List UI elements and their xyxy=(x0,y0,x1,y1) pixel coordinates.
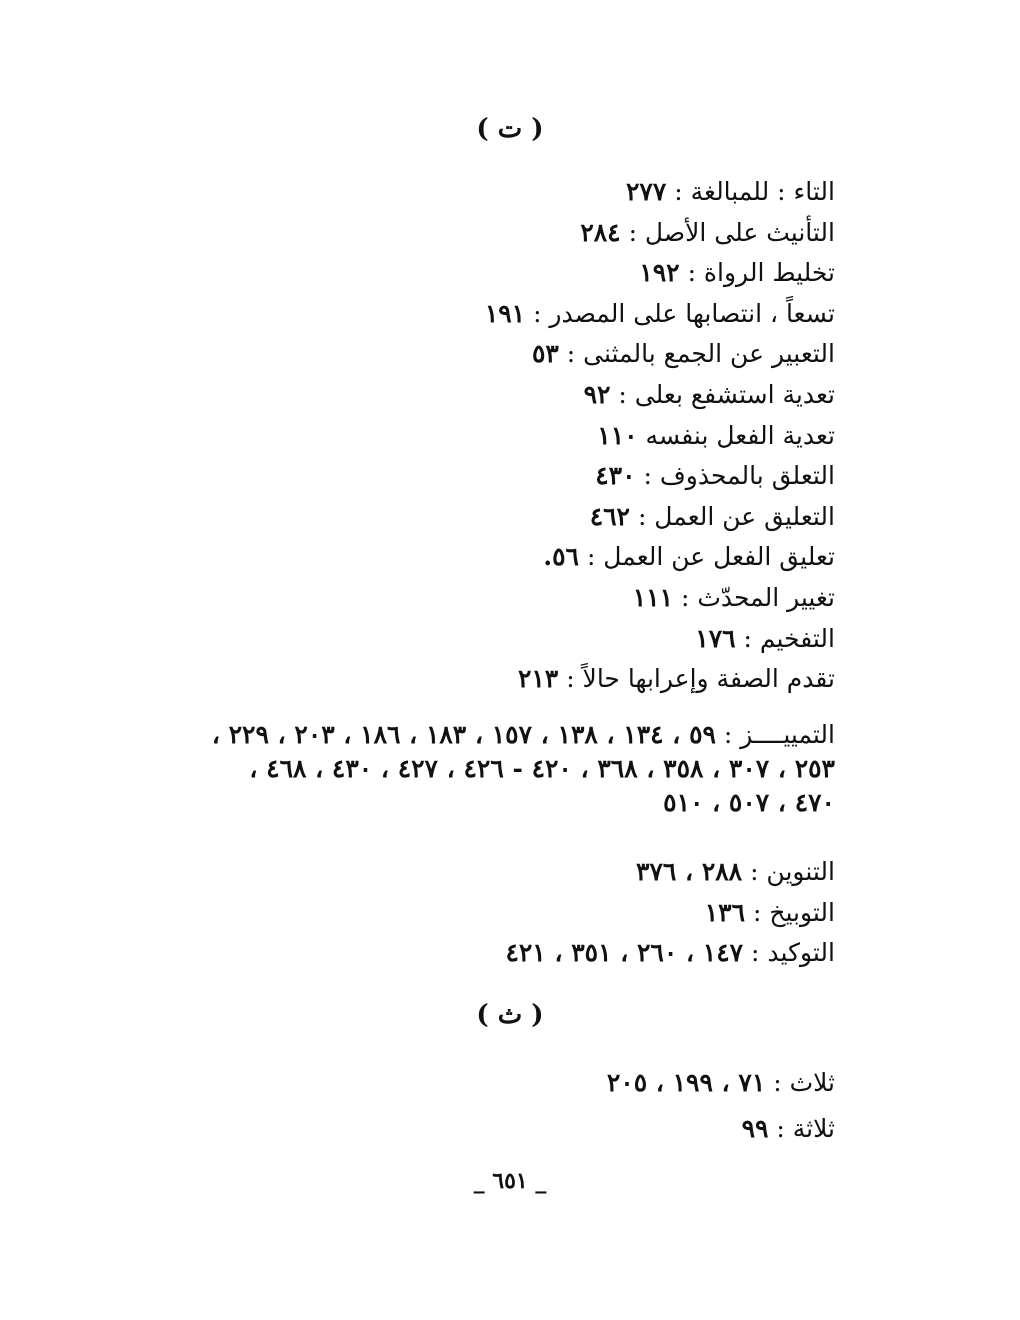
entry-term: تخليط الرواة : xyxy=(687,258,835,288)
index-entries-tha xyxy=(175,1060,835,1152)
entry-pages: ٩٢ xyxy=(583,379,611,409)
entry-pages: ١٩١ xyxy=(484,298,526,328)
entry-pages: ٤٦٢ xyxy=(589,501,630,531)
entry-pages: ١١٠ xyxy=(597,420,638,450)
entry-pages: ٤٣٠ xyxy=(595,461,636,491)
entry-pages: ٥٦. xyxy=(543,542,579,572)
index-entry xyxy=(175,659,835,700)
entry-term: تسعاً ، انتصابها على المصدر : xyxy=(533,298,835,328)
page-number: _ ٦٥١ _ xyxy=(473,1168,547,1194)
tamyiz-line-2: ٢٥٣ ، ٣٠٧ ، ٣٥٨ ، ٣٦٨ ، ٤٢٠ - ٤٢٦ ، ٤٢٧ ، ٤٣٠ ، ٤٦٨ ، xyxy=(249,754,835,783)
entry-pages: ٥٩ ، ١٣٤ ، ١٣٨ ، ١٥٧ ، ١٨٣ ، ١٨٦ ، ٢٠٣ ، ٢٢٩ ، xyxy=(211,720,716,749)
index-entry xyxy=(175,619,835,660)
section-heading-tha: ( ث ) xyxy=(476,1000,544,1030)
entry-term: تعدية الفعل بنفسه xyxy=(645,420,835,450)
entry-term: التوبيخ : xyxy=(752,897,835,927)
entry-pages: ١٤٧ ، ٢٦٠ ، ٣٥١ ، ٤٢١ xyxy=(505,938,744,968)
entry-term: التعليق عن العمل : xyxy=(637,501,835,531)
index-entry xyxy=(175,294,835,335)
entry-term: التوكيد : xyxy=(751,938,835,968)
index-entry xyxy=(175,253,835,294)
entry-term: التعبير عن الجمع بالمثنى : xyxy=(566,339,835,369)
entry-term: تقدم الصفة وإعرابها حالاً : xyxy=(566,664,835,694)
entry-pages: ٢٧٧ xyxy=(625,177,667,206)
index-entry xyxy=(175,334,835,375)
entry-pages: ٩٩ xyxy=(741,1114,769,1143)
index-entry xyxy=(175,497,835,538)
index-entry xyxy=(175,213,835,254)
index-entry-tamyiz xyxy=(175,718,835,820)
index-entry xyxy=(175,456,835,497)
index-entry xyxy=(175,416,835,457)
tamyiz-line-3: ٤٧٠ ، ٥٠٧ ، ٥١٠ xyxy=(663,788,835,817)
entry-pages: ٥٣ xyxy=(531,339,559,369)
index-entries-ta-continued xyxy=(175,852,835,974)
index-entry xyxy=(175,375,835,416)
entry-term: التفخيم : xyxy=(743,623,835,653)
entry-term: التنوين : xyxy=(750,857,835,886)
entry-term: ثلاث : xyxy=(773,1068,835,1097)
entry-pages: ١٩٢ xyxy=(639,258,680,288)
entry-term: ثلاثة : xyxy=(776,1114,835,1143)
index-entry xyxy=(175,852,835,893)
entry-term: تعدية استشفع بعلى : xyxy=(618,379,835,409)
entry-term: التعلق بالمحذوف : xyxy=(643,461,835,491)
index-entry xyxy=(175,893,835,934)
index-entry xyxy=(175,537,835,578)
entry-pages: ١٧٦ xyxy=(695,623,736,653)
index-entry xyxy=(175,172,835,213)
entry-pages: ١٣٦ xyxy=(704,897,746,927)
entry-pages: ١١١ xyxy=(632,582,674,612)
section-heading-ta: ( ت ) xyxy=(476,114,544,144)
tamyiz-line-1 xyxy=(175,718,835,752)
index-entry xyxy=(175,1060,835,1106)
index-entry xyxy=(175,933,835,974)
entry-pages: ٢٨٤ xyxy=(580,217,621,247)
entry-term: تغيير المحدّث : xyxy=(680,582,835,612)
entry-pages: ٢١٣ xyxy=(517,664,559,694)
entry-term: التأنيث على الأصل : xyxy=(628,217,835,247)
index-entry xyxy=(175,1106,835,1152)
entry-term: التاء : للمبالغة : xyxy=(674,177,835,206)
entry-term: تعليق الفعل عن العمل : xyxy=(586,542,835,572)
entry-term: التمييــــز : xyxy=(723,720,835,749)
entry-pages: ٢٨٨ ، ٣٧٦ xyxy=(636,857,743,886)
index-entry xyxy=(175,578,835,619)
entry-pages: ٧١ ، ١٩٩ ، ٢٠٥ xyxy=(606,1068,766,1097)
index-entries-ta xyxy=(175,172,835,700)
